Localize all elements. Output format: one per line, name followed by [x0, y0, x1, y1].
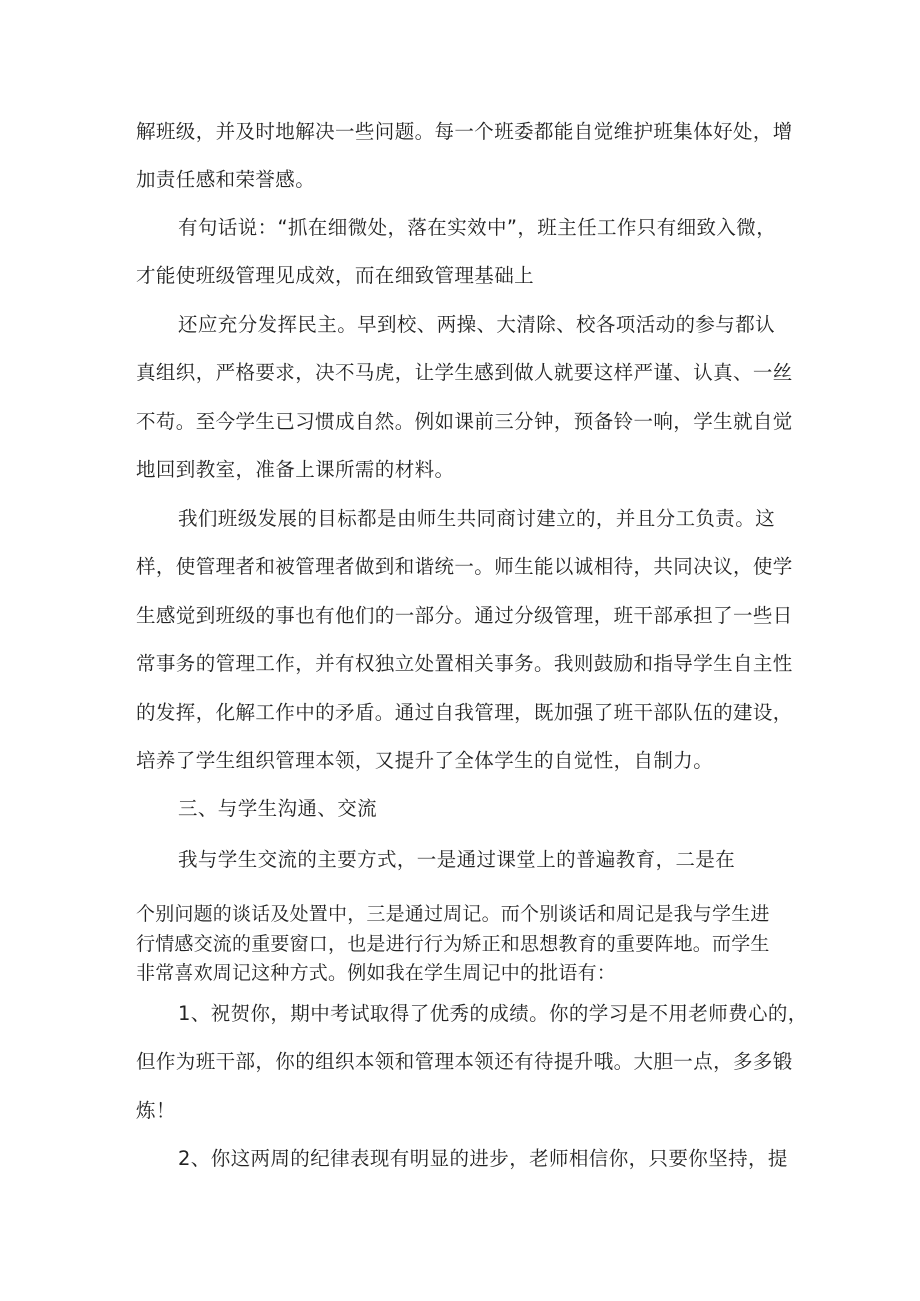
text-line: 2、你这两周的纪律表现有明显的进步，老师相信你，只要你坚持，提 [178, 1147, 788, 1170]
text-line: 解班级，并及时地解决一些问题。每一个班委都能自觉维护班集体好处，增 [136, 120, 793, 143]
text-line: 真组织，严格要求，决不马虎，让学生感到做人就要这样严谨、认真、一丝 [136, 361, 793, 384]
text-line: 不苟。至今学生已习惯成自然。例如课前三分钟，预备铃一响，学生就自觉 [136, 410, 793, 433]
text-line: 地回到教室，准备上课所需的材料。 [136, 458, 455, 481]
text-line: 有句话说：“抓在细微处，落在实效中”，班主任工作只有细致入微， [178, 216, 777, 239]
section-heading: 三、与学生沟通、交流 [178, 797, 378, 820]
text-line: 我们班级发展的目标都是由师生共同商讨建立的，并且分工负责。这 [178, 507, 776, 530]
text-line: 1、祝贺你，期中考试取得了优秀的成绩。你的学习是不用老师费心的， [178, 1002, 808, 1025]
text-line: 培养了学生组织管理本领，又提升了全体学生的自觉性，自制力。 [136, 749, 714, 772]
text-line: 我与学生交流的主要方式，一是通过课堂上的普遍教育，二是在 [178, 848, 736, 871]
text-line: 才能使班级管理见成效，而在细致管理基础上 [136, 264, 535, 287]
text-line: 常事务的管理工作，并有权独立处置相关事务。我则鼓励和指导学生自主性 [136, 652, 793, 675]
text-line: 还应充分发挥民主。早到校、两操、大清除、校各项活动的参与都认 [178, 313, 776, 336]
text-line: 加责任感和荣誉感。 [136, 168, 316, 191]
text-line: 的发挥，化解工作中的矛盾。通过自我管理，既加强了班干部队伍的建设， [136, 701, 793, 724]
text-line: 个别问题的谈话及处置中，三是通过周记。而个别谈话和周记是我与学生进 [136, 903, 770, 925]
text-line: 样，使管理者和被管理者做到和谐统一。师生能以诚相待，共同决议，使学 [136, 555, 793, 578]
text-line: 行情感交流的重要窗口，也是进行行为矫正和思想教育的重要阵地。而学生 [136, 933, 770, 955]
text-line: 生感觉到班级的事也有他们的一部分。通过分级管理，班干部承担了一些日 [136, 604, 793, 627]
text-line: 非常喜欢周记这种方式。例如我在学生周记中的批语有： [136, 962, 617, 984]
text-line: 但作为班干部，你的组织本领和管理本领还有待提升哦。大胆一点，多多锻 [136, 1050, 793, 1073]
text-line: 炼！ [136, 1099, 176, 1122]
